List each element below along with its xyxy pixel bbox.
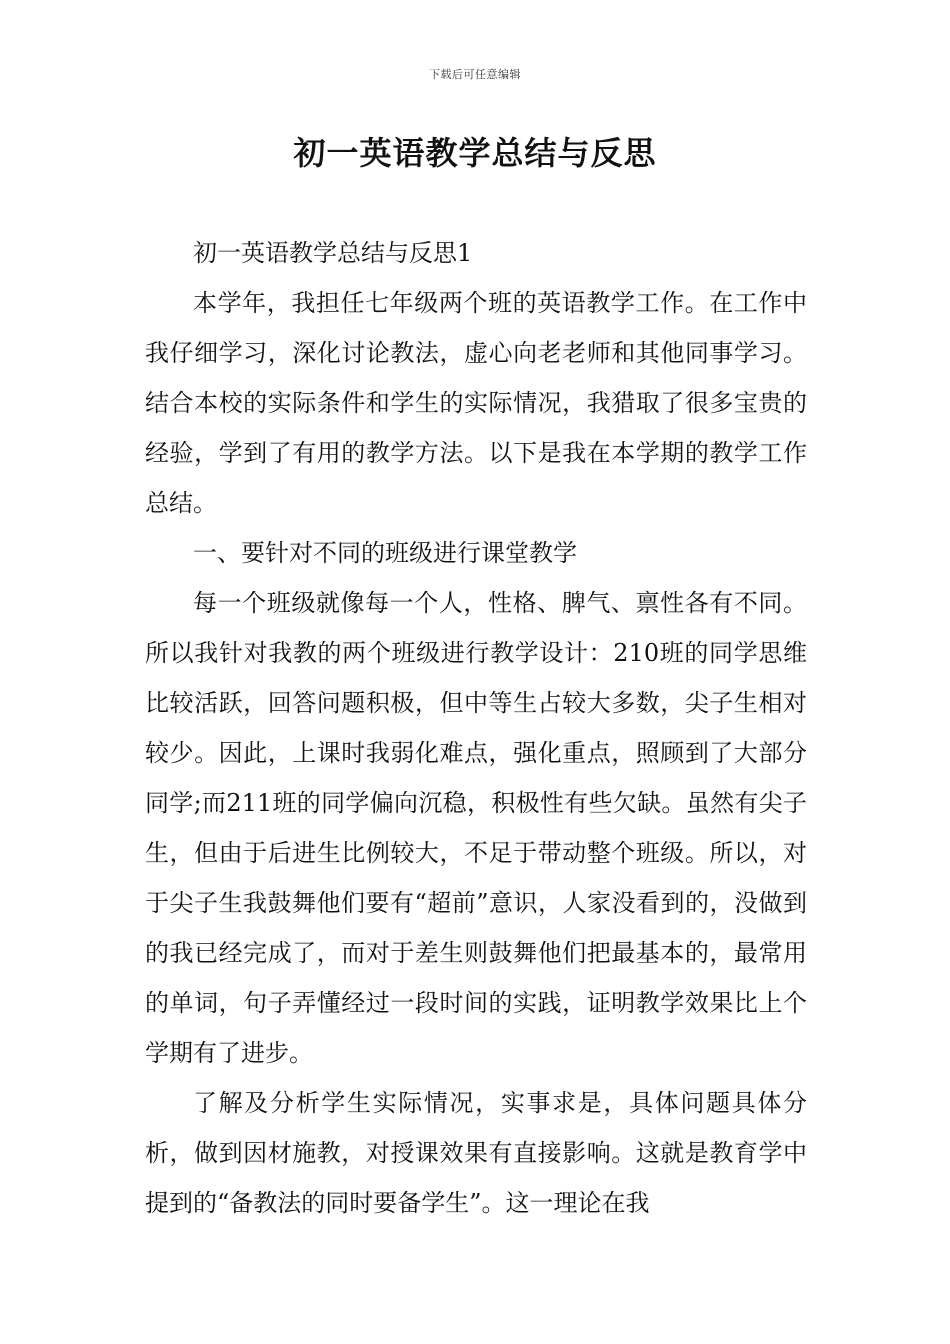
document-title: 初一英语教学总结与反思 — [293, 134, 657, 172]
paragraph-intro: 本学年，我担任七年级两个班的英语教学工作。在工作中我仔细学习，深化讨论教法，虚心向老老师和其他同事学习。结合本校的实际条件和学生的实际情况，我猎取了很多宝贵的经验，学到了有用的教学方法。以下是我在本学期的教学工作总结。 — [145, 289, 807, 517]
document-body — [145, 228, 807, 1228]
section-heading: 初一英语教学总结与反思1 — [193, 239, 473, 267]
subsection-heading: 一、要针对不同的班级进行课堂教学 — [193, 539, 577, 567]
paragraph-analysis: 了解及分析学生实际情况，实事求是，具体问题具体分析，做到因材施教，对授课效果有直接影响。这就是教育学中提到的“备教法的同时要备学生”。这一理论在我 — [145, 1089, 807, 1217]
header-note: 下载后可任意编辑 — [429, 68, 521, 81]
paragraph-classes: 每一个班级就像每一个人，性格、脾气、禀性各有不同。所以我针对我教的两个班级进行教学设计：210班的同学思维比较活跃，回答问题积极，但中等生占较大多数，尖子生相对较少。因此，上课时我弱化难点，强化重点，照顾到了大部分同学;而211班的同学偏向沉稳，积极性有些欠缺。虽然有尖子生，但由于后进生比例较大，不足于带动整个班级。所以，对于尖子生我鼓舞他们要有“超前”意识，人家没看到的，没做到的我已经完成了，而对于差生则鼓舞他们把最基本的，最常用的单词，句子弄懂经过一段时间的实践，证明教学效果比上个学期有了进步。 — [145, 589, 807, 1067]
